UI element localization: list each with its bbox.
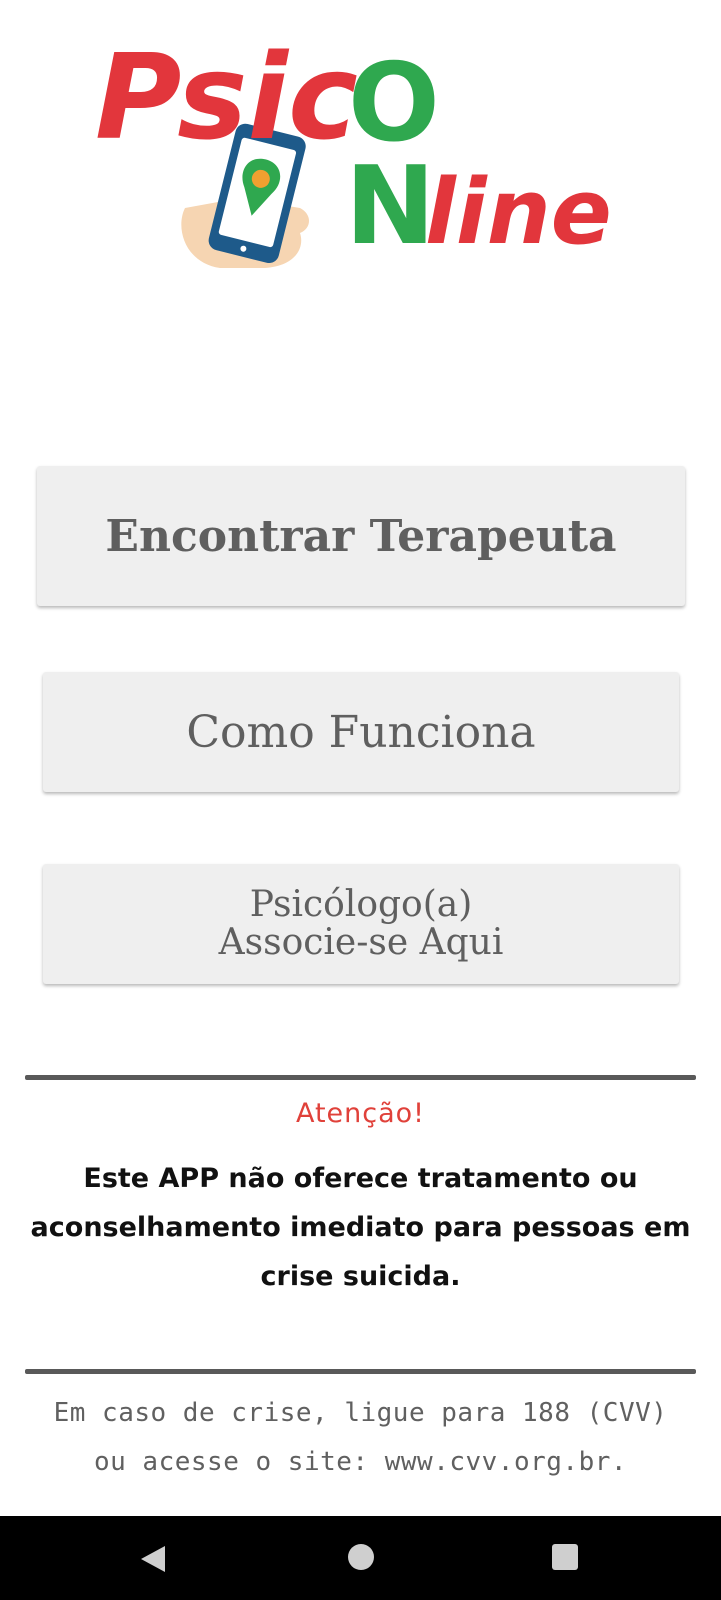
home-button[interactable]	[316, 1516, 406, 1600]
logo-text-n: N	[345, 144, 436, 269]
app-logo	[90, 18, 630, 288]
recent-apps-icon	[552, 1544, 578, 1570]
system-navigation-bar	[0, 1516, 721, 1600]
logo-text-psic: Psic	[95, 28, 358, 166]
back-button[interactable]	[108, 1516, 198, 1600]
recent-apps-button[interactable]	[520, 1516, 610, 1600]
warning-text: Este APP não oferece tratamento ou aconselhamento imediato para pessoas em crise suicida.	[30, 1163, 691, 1292]
logo-text-o: O	[348, 41, 440, 166]
warning-title: Atenção!	[295, 1098, 426, 1129]
back-icon	[141, 1546, 165, 1572]
divider	[25, 1075, 696, 1080]
crisis-info-text: Em caso de crise, ligue para 188 (CVV) ou acesse o site: www.cvv.org.br.	[53, 1398, 668, 1477]
psychologist-associate-button[interactable]: Psicólogo(a) Associe-se Aqui	[43, 864, 679, 984]
divider	[25, 1369, 696, 1374]
find-therapist-button[interactable]: Encontrar Terapeuta	[37, 466, 685, 606]
how-it-works-button[interactable]: Como Funciona	[43, 672, 679, 792]
logo-text-line: line	[425, 160, 612, 265]
home-icon	[348, 1544, 374, 1570]
